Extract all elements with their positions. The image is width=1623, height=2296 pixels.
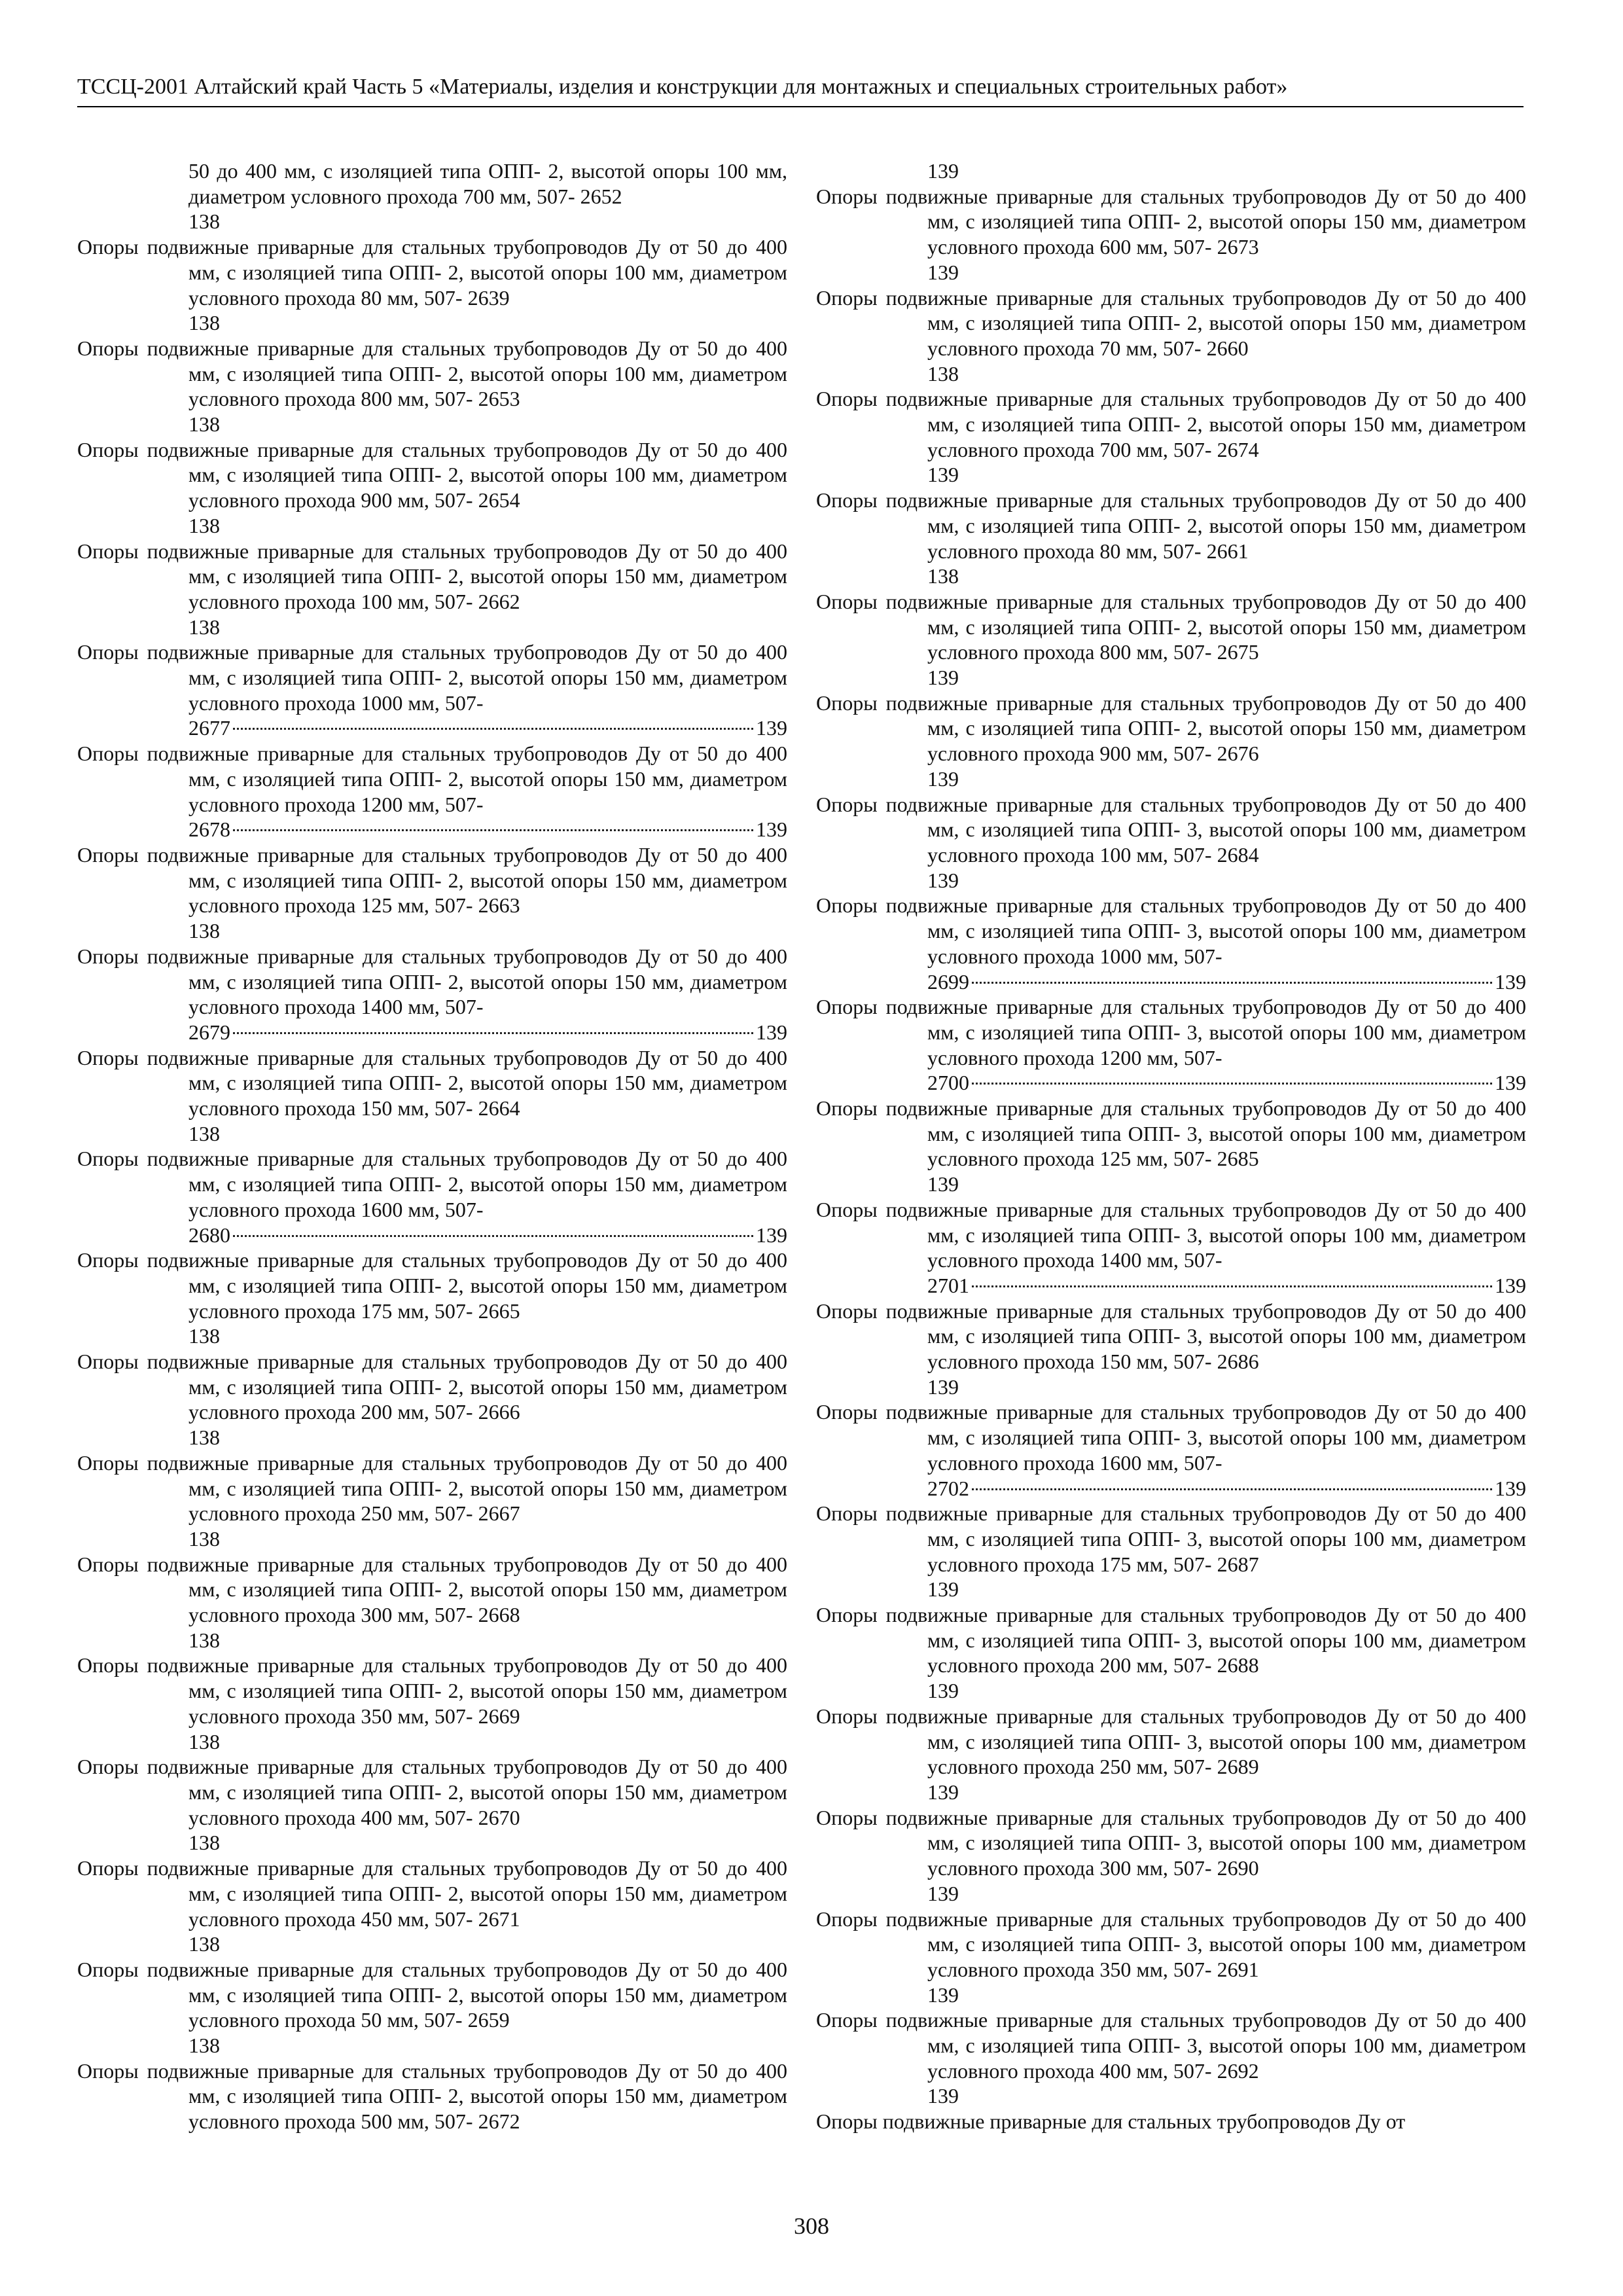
dot-leader	[233, 1032, 753, 1034]
entry-page: 138	[188, 1526, 220, 1551]
entry-code: 2700	[927, 1071, 969, 1095]
entry-code-line	[927, 969, 1526, 995]
index-entry	[77, 1146, 787, 1247]
entry-text: Опоры подвижные приварные для стальных трубопроводов Ду от 50 до 400 мм, с изоляцией типа ОПП- 2, высотой опоры 150 мм, диаметром условного прохода 700 мм, 507- 2674	[816, 387, 1526, 461]
entry-page: 139	[927, 260, 959, 284]
dot-leader	[233, 829, 753, 831]
entry-page: 138	[188, 919, 220, 943]
index-entry	[816, 1805, 1526, 1907]
index-entry	[77, 1349, 787, 1450]
index-entry	[816, 1299, 1526, 1400]
entry-text: Опоры подвижные приварные для стальных трубопроводов Ду от 50 до 400 мм, с изоляцией типа ОПП- 3, высотой опоры 100 мм, диаметром условного прохода 350 мм, 507- 2691	[816, 1907, 1526, 1981]
index-entry	[77, 1552, 787, 1653]
entry-text: Опоры подвижные приварные для стальных трубопроводов Ду от 50 до 400 мм, с изоляцией типа ОПП- 2, высотой опоры 150 мм, диаметром условного прохода 450 мм, 507- 2671	[77, 1856, 787, 1931]
entry-text: Опоры подвижные приварные для стальных трубопроводов Ду от 50 до 400 мм, с изоляцией типа ОПП- 2, высотой опоры 150 мм, диаметром условного прохода 600 мм, 507- 2673	[816, 184, 1526, 259]
index-entry	[816, 1197, 1526, 1299]
index-entry	[77, 1653, 787, 1754]
index-entry-continuation	[816, 158, 1526, 184]
entry-page: 138	[188, 513, 220, 537]
entry-page: 139	[927, 1679, 959, 1703]
entry-text: Опоры подвижные приварные для стальных трубопроводов Ду от 50 до 400 мм, с изоляцией типа ОПП- 2, высотой опоры 150 мм, диаметром условного прохода 300 мм, 507- 2668	[77, 1552, 787, 1627]
entry-code-line	[927, 1273, 1526, 1299]
entry-page: 139	[927, 159, 959, 183]
index-entry	[816, 589, 1526, 691]
index-entry	[816, 1399, 1526, 1501]
entry-code-line	[927, 1476, 1526, 1501]
entry-page: 139	[756, 716, 787, 740]
entry-page: 138	[188, 1324, 220, 1348]
entry-page: 139	[1495, 969, 1526, 994]
entry-text: Опоры подвижные приварные для стальных трубопроводов Ду от 50 до 400 мм, с изоляцией типа ОПП- 3, высотой опоры 100 мм, диаметром условного прохода 200 мм, 507- 2688	[816, 1603, 1526, 1677]
index-entry	[77, 234, 787, 336]
entry-page: 138	[188, 311, 220, 335]
entry-code-line	[188, 1223, 787, 1248]
entry-text: Опоры подвижные приварные для стальных трубопроводов Ду от 50 до 400 мм, с изоляцией типа ОПП- 2, высотой опоры 150 мм, диаметром условного прохода 80 мм, 507- 2661	[816, 488, 1526, 563]
index-entry	[816, 2007, 1526, 2109]
index-entry	[77, 437, 787, 539]
entry-text: Опоры подвижные приварные для стальных трубопроводов Ду от 50 до 400 мм, с изоляцией типа ОПП- 3, высотой опоры 100 мм, диаметром условного прохода 1400 мм, 507-	[816, 1197, 1526, 1272]
index-entry	[77, 1247, 787, 1349]
index-entry	[816, 386, 1526, 488]
entry-page: 138	[188, 209, 220, 234]
entry-page: 138	[188, 1121, 220, 1145]
entry-code: 2677	[188, 716, 230, 740]
dot-leader	[233, 728, 753, 730]
entry-page: 139	[927, 1577, 959, 1602]
entry-code: 2678	[188, 817, 230, 842]
entry-text: Опоры подвижные приварные для стальных трубопроводов Ду от 50 до 400 мм, с изоляцией типа ОПП- 2, высотой опоры 150 мм, диаметром условного прохода 250 мм, 507- 2667	[77, 1450, 787, 1526]
entry-text: Опоры подвижные приварные для стальных трубопроводов Ду от 50 до 400 мм, с изоляцией типа ОПП- 2, высотой опоры 100 мм, диаметром условного прохода 80 мм, 507- 2639	[77, 235, 787, 310]
index-entry	[77, 2058, 787, 2134]
entry-code-line	[188, 715, 787, 741]
index-entry	[816, 994, 1526, 1096]
index-entry	[77, 1957, 787, 2058]
entry-text: Опоры подвижные приварные для стальных трубопроводов Ду от 50 до 400 мм, с изоляцией типа ОПП- 2, высотой опоры 150 мм, диаметром условного прохода 70 мм, 507- 2660	[816, 285, 1526, 360]
entry-text: Опоры подвижные приварные для стальных трубопроводов Ду от 50 до 400 мм, с изоляцией типа ОПП- 3, высотой опоры 100 мм, диаметром условного прохода 1200 мм, 507-	[816, 995, 1526, 1069]
entry-page: 139	[927, 1881, 959, 1905]
index-entry	[816, 1704, 1526, 1805]
entry-text: 50 до 400 мм, с изоляцией типа ОПП- 2, высотой опоры 100 мм, диаметром условного прохода 700 мм, 507- 2652	[188, 159, 787, 208]
entry-text: Опоры подвижные приварные для стальных трубопроводов Ду от 50 до 400 мм, с изоляцией типа ОПП- 3, высотой опоры 100 мм, диаметром условного прохода 1000 мм, 507-	[816, 893, 1526, 968]
index-entry	[77, 1450, 787, 1552]
entry-page: 138	[188, 1932, 220, 1956]
entry-text: Опоры подвижные приварные для стальных трубопроводов Ду от 50 до 400 мм, с изоляцией типа ОПП- 3, высотой опоры 100 мм, диаметром условного прохода 125 мм, 507- 2685	[816, 1096, 1526, 1171]
entry-page: 138	[188, 2034, 220, 2058]
entry-text: Опоры подвижные приварные для стальных трубопроводов Ду от 50 до 400 мм, с изоляцией типа ОПП- 2, высотой опоры 150 мм, диаметром условного прохода 350 мм, 507- 2669	[77, 1653, 787, 1728]
index-entry	[816, 691, 1526, 792]
entry-text: Опоры подвижные приварные для стальных трубопроводов Ду от 50 до 400 мм, с изоляцией типа ОПП- 2, высотой опоры 150 мм, диаметром условного прохода 900 мм, 507- 2676	[816, 691, 1526, 766]
index-entries-right	[816, 184, 1526, 2134]
entry-code: 2702	[927, 1476, 969, 1500]
entry-page: 139	[1495, 1476, 1526, 1500]
entry-page: 138	[927, 564, 959, 588]
entry-text: Опоры подвижные приварные для стальных трубопроводов Ду от 50 до 400 мм, с изоляцией типа ОПП- 2, высотой опоры 150 мм, диаметром условного прохода 400 мм, 507- 2670	[77, 1755, 787, 1829]
index-entry	[816, 1907, 1526, 2008]
entry-text: Опоры подвижные приварные для стальных трубопроводов Ду от 50 до 400 мм, с изоляцией типа ОПП- 3, высотой опоры 100 мм, диаметром условного прохода 250 мм, 507- 2689	[816, 1704, 1526, 1779]
index-entry	[816, 184, 1526, 285]
entry-page: 139	[927, 1780, 959, 1804]
index-entry	[816, 893, 1526, 994]
index-column-right	[816, 158, 1526, 2134]
entry-text: Опоры подвижные приварные для стальных трубопроводов Ду от 50 до 400 мм, с изоляцией типа ОПП- 2, высотой опоры 150 мм, диаметром условного прохода 175 мм, 507- 2665	[77, 1248, 787, 1323]
entry-code-line	[188, 1020, 787, 1045]
index-entry	[77, 1754, 787, 1856]
index-entry	[77, 741, 787, 842]
entry-code: 2680	[188, 1223, 230, 1247]
entry-code: 2701	[927, 1273, 969, 1297]
index-entry	[77, 944, 787, 1045]
entry-page: 138	[188, 1729, 220, 1753]
entry-text: Опоры подвижные приварные для стальных трубопроводов Ду от 50 до 400 мм, с изоляцией типа ОПП- 3, высотой опоры 100 мм, диаметром условного прохода 150 мм, 507- 2686	[816, 1299, 1526, 1374]
entry-text: Опоры подвижные приварные для стальных трубопроводов Ду от 50 до 400 мм, с изоляцией типа ОПП- 2, высотой опоры 150 мм, диаметром условного прохода 100 мм, 507- 2662	[77, 539, 787, 613]
dot-leader	[972, 1488, 1492, 1490]
index-entry-continuation	[77, 158, 787, 234]
entry-text: Опоры подвижные приварные для стальных трубопроводов Ду от 50 до 400 мм, с изоляцией типа ОПП- 3, высотой опоры 100 мм, диаметром условного прохода 175 мм, 507- 2687	[816, 1501, 1526, 1576]
entry-page: 139	[756, 1223, 787, 1247]
entry-code: 2699	[927, 969, 969, 994]
entry-text: Опоры подвижные приварные для стальных трубопроводов Ду от 50 до 400 мм, с изоляцией типа ОПП- 2, высотой опоры 150 мм, диаметром условного прохода 800 мм, 507- 2675	[816, 589, 1526, 664]
index-entry	[816, 1602, 1526, 1704]
entry-text: Опоры подвижные приварные для стальных трубопроводов Ду от 50 до 400 мм, с изоляцией типа ОПП- 3, высотой опоры 100 мм, диаметром условного прохода 300 мм, 507- 2690	[816, 1805, 1526, 1880]
entry-page: 138	[188, 1628, 220, 1652]
entry-page: 139	[1495, 1273, 1526, 1297]
index-entry	[77, 1856, 787, 1957]
index-entry	[77, 842, 787, 944]
index-entry	[816, 285, 1526, 387]
entry-page: 138	[188, 412, 220, 437]
entry-text: Опоры подвижные приварные для стальных трубопроводов Ду от 50 до 400 мм, с изоляцией типа ОПП- 2, высотой опоры 150 мм, диаметром условного прохода 200 мм, 507- 2666	[77, 1350, 787, 1424]
entry-page: 139	[927, 1172, 959, 1196]
entry-text: Опоры подвижные приварные для стальных трубопроводов Ду от 50 до 400 мм, с изоляцией типа ОПП- 2, высотой опоры 150 мм, диаметром условного прохода 500 мм, 507- 2672	[77, 2058, 787, 2134]
index-entry	[816, 1501, 1526, 1602]
entry-text: Опоры подвижные приварные для стальных трубопроводов Ду от 50 до 400 мм, с изоляцией типа ОПП- 3, высотой опоры 100 мм, диаметром условного прохода 400 мм, 507- 2692	[816, 2008, 1526, 2083]
entry-text: Опоры подвижные приварные для стальных трубопроводов Ду от	[816, 2109, 1406, 2134]
index-entries-left	[77, 234, 787, 2134]
entry-text: Опоры подвижные приварные для стальных трубопроводов Ду от 50 до 400 мм, с изоляцией типа ОПП- 2, высотой опоры 100 мм, диаметром условного прохода 800 мм, 507- 2653	[77, 336, 787, 411]
entry-text: Опоры подвижные приварные для стальных трубопроводов Ду от 50 до 400 мм, с изоляцией типа ОПП- 2, высотой опоры 150 мм, диаметром условного прохода 150 мм, 507- 2664	[77, 1045, 787, 1121]
index-entry	[816, 2109, 1526, 2134]
dot-leader	[233, 1235, 753, 1237]
entry-text: Опоры подвижные приварные для стальных трубопроводов Ду от 50 до 400 мм, с изоляцией типа ОПП- 2, высотой опоры 150 мм, диаметром условного прохода 1400 мм, 507-	[77, 944, 787, 1019]
index-entry	[816, 792, 1526, 893]
entry-page: 139	[1495, 1071, 1526, 1095]
index-entry	[77, 539, 787, 640]
entry-code: 2679	[188, 1020, 230, 1044]
index-entry	[816, 488, 1526, 589]
entry-text: Опоры подвижные приварные для стальных трубопроводов Ду от 50 до 400 мм, с изоляцией типа ОПП- 3, высотой опоры 100 мм, диаметром условного прохода 1600 мм, 507-	[816, 1400, 1526, 1475]
dot-leader	[972, 982, 1492, 984]
entry-code-line	[927, 1070, 1526, 1096]
entry-text: Опоры подвижные приварные для стальных трубопроводов Ду от 50 до 400 мм, с изоляцией типа ОПП- 2, высотой опоры 150 мм, диаметром условного прохода 1000 мм, 507-	[77, 640, 787, 715]
entry-page: 139	[927, 868, 959, 892]
index-entry	[77, 336, 787, 437]
index-entry	[816, 1096, 1526, 1197]
entry-page: 138	[927, 361, 959, 386]
entry-page: 139	[756, 817, 787, 842]
entry-text: Опоры подвижные приварные для стальных трубопроводов Ду от 50 до 400 мм, с изоляцией типа ОПП- 2, высотой опоры 150 мм, диаметром условного прохода 125 мм, 507- 2663	[77, 842, 787, 918]
running-header: ТССЦ-2001 Алтайский край Часть 5 «Материалы, изделия и конструкции для монтажных и специальных строительных работ»	[77, 73, 1524, 107]
entry-page: 138	[188, 1831, 220, 1855]
entry-page: 139	[927, 2084, 959, 2108]
entry-page: 139	[927, 463, 959, 487]
entry-text: Опоры подвижные приварные для стальных трубопроводов Ду от 50 до 400 мм, с изоляцией типа ОПП- 2, высотой опоры 150 мм, диаметром условного прохода 50 мм, 507- 2659	[77, 1957, 787, 2032]
entry-page: 139	[756, 1020, 787, 1044]
entry-text: Опоры подвижные приварные для стальных трубопроводов Ду от 50 до 400 мм, с изоляцией типа ОПП- 2, высотой опоры 150 мм, диаметром условного прохода 1200 мм, 507-	[77, 742, 787, 816]
entry-page: 139	[927, 1982, 959, 2007]
entry-code-line	[188, 817, 787, 842]
entry-page: 138	[188, 615, 220, 639]
dot-leader	[972, 1285, 1492, 1287]
dot-leader	[972, 1083, 1492, 1085]
entry-page: 139	[927, 1374, 959, 1399]
entry-text: Опоры подвижные приварные для стальных трубопроводов Ду от 50 до 400 мм, с изоляцией типа ОПП- 3, высотой опоры 100 мм, диаметром условного прохода 100 мм, 507- 2684	[816, 792, 1526, 867]
entry-page: 139	[927, 666, 959, 690]
index-entry	[77, 1045, 787, 1147]
entry-page: 138	[188, 1426, 220, 1450]
page-number: 308	[794, 2213, 829, 2239]
entry-page: 139	[927, 766, 959, 791]
index-entry	[77, 639, 787, 741]
entry-text: Опоры подвижные приварные для стальных трубопроводов Ду от 50 до 400 мм, с изоляцией типа ОПП- 2, высотой опоры 150 мм, диаметром условного прохода 1600 мм, 507-	[77, 1147, 787, 1221]
index-column-left	[77, 158, 787, 2134]
entry-text: Опоры подвижные приварные для стальных трубопроводов Ду от 50 до 400 мм, с изоляцией типа ОПП- 2, высотой опоры 100 мм, диаметром условного прохода 900 мм, 507- 2654	[77, 437, 787, 512]
